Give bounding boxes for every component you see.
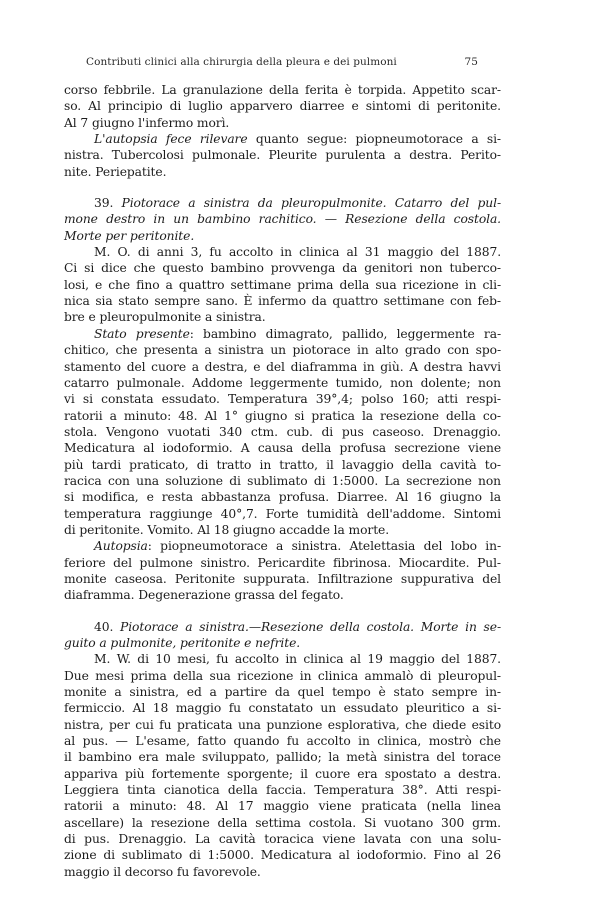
text-line: ascellare) la resezione della settima costola. Si vuotano 300 grm. <box>64 815 501 830</box>
text-line: diaframma. Degenerazione grassa del fegato. <box>64 588 344 603</box>
text-line: L'autopsia fece rilevare quanto segue: piopneumotorace a si- <box>94 132 501 147</box>
text-line: zione di sublimato di 1:5000. Medicatura al iodoformio. Fino al 26 <box>64 848 501 863</box>
autopsy-label: L'autopsia fece rilevare <box>94 132 248 147</box>
page-body <box>64 82 501 880</box>
page-number: 75 <box>464 56 478 68</box>
text-line: nite. Periepatite. <box>64 164 167 179</box>
text-line: corso febbrile. La granulazione della ferita è torpida. Appetito scar- <box>64 83 501 97</box>
text-line: ratorii a minuto: 48. Al 17 maggio viene praticata (nella linea <box>64 799 501 814</box>
text-line: temperatura raggiunge 40°,7. Forte tumidità dell'addome. Sintomi <box>64 506 501 521</box>
text-line: si modifica, e resta abbastanza profusa. Diarree. Al 16 giugno la <box>64 490 501 505</box>
text-line: al pus. — L'esame, fatto quando fu accolto in clinica, mostrò che <box>64 734 501 749</box>
text-line: M. O. di anni 3, fu accolto in clinica al 31 maggio del 1887. <box>94 245 501 260</box>
text-line: feriore del pulmone sinistro. Pericardite fibrinosa. Miocardite. Pul- <box>64 555 501 570</box>
text-line: racica con una soluzione di sublimato di 1:5000. La secrezione non <box>64 473 501 488</box>
text-line: Al 7 giugno l'infermo morì. <box>64 115 230 130</box>
text-line: Ci si dice che questo bambino provvenga da genitori non tuberco- <box>64 261 501 276</box>
text-line: nica sia stato sempre sano. È infermo da quattro settimane con feb- <box>64 294 501 309</box>
case-40-title-line: guito a pulmonite, peritonite e nefrite. <box>64 636 301 650</box>
text-line: fermiccio. Al 18 maggio fu constatato un essudato pleuritico a si- <box>64 701 501 716</box>
text-line: M. W. di 10 mesi, fu accolto in clinica al 19 maggio del 1887. <box>94 652 501 667</box>
text-line: di pus. Drenaggio. La cavità toracica viene lavata con una solu- <box>64 832 501 847</box>
text-line: più tardi praticato, di tratto in tratto, il lavaggio della cavità to- <box>64 457 501 472</box>
text-line: vi si constata essudato. Temperatura 39°,4; polso 160; atti respi- <box>64 392 501 407</box>
text-line: Due mesi prima della sua ricezione in clinica ammalò di pleuropul- <box>64 668 501 683</box>
text-line: di peritonite. Vomito. Al 18 giugno accadde la morte. <box>64 522 390 537</box>
running-title: Contributi clinici alla chirurgia della pleura e dei pulmoni <box>86 56 397 68</box>
text-line: monite a sinistra, ed a partire da quel tempo è stato sempre in- <box>64 685 501 700</box>
text-line: so. Al principio di luglio apparvero diarree e sintomi di peritonite. <box>64 99 501 114</box>
case-40-title: 40. Piotorace a sinistra.—Resezione della costola. Morte in se- <box>94 619 501 634</box>
text-line: nistra, per cui fu praticata una punzione esplorativa, che diede esito <box>64 717 501 732</box>
text-line: il bambino era male sviluppato, pallido; la metà sinistra del torace <box>64 750 501 765</box>
text-line: stamento del cuore a destra, e del diaframma in giù. A destra havvi <box>64 359 501 374</box>
text-line: appariva più fortemente sporgente; il cuore era spostato a destra. <box>64 766 501 781</box>
text-line: losi, e che fino a quattro settimane prima della sua ricezione in cli- <box>64 277 501 292</box>
text-line: catarro pulmonale. Addome leggermente tumido, non dolente; non <box>64 375 501 390</box>
text-line: maggio il decorso fu favorevole. <box>64 864 261 879</box>
text-line: ratorii a minuto: 48. Al 1° giugno si pratica la resezione della co- <box>64 408 501 423</box>
text-line: chitico, che presenta a sinistra un piotorace in alto grado con spo- <box>64 343 501 358</box>
text-line: nistra. Tubercolosi pulmonale. Pleurite purulenta a destra. Perito- <box>64 148 501 163</box>
case-39-title-line: Morte per peritonite. <box>64 228 195 243</box>
text-line: Leggiera tinta cianotica della faccia. Temperatura 38°. Atti respi- <box>64 783 501 798</box>
text-line: monite caseosa. Peritonite suppurata. Infiltrazione suppurativa del <box>64 571 501 586</box>
text-line: Medicatura al iodoformio. A causa della profusa secrezione viene <box>64 441 501 456</box>
text-line: stola. Vengono vuotati 340 ctm. cub. di pus caseoso. Drenaggio. <box>64 424 501 439</box>
autopsy-label: Autopsia <box>94 539 148 554</box>
text-line: bre e pleuropulmonite a sinistra. <box>64 310 266 325</box>
text-line: Autopsia: piopneumotorace a sinistra. Atelettasia del lobo in- <box>94 539 501 554</box>
present-label: Stato presente <box>94 326 190 341</box>
case-39-title-line: mone destro in un bambino rachitico. — Resezione della costola. <box>64 212 501 227</box>
text-line: Stato presente: bambino dimagrato, pallido, leggermente ra- <box>94 326 501 341</box>
case-39-title: 39. Piotorace a sinistra da pleuropulmonite. Catarro del pul- <box>94 196 501 211</box>
